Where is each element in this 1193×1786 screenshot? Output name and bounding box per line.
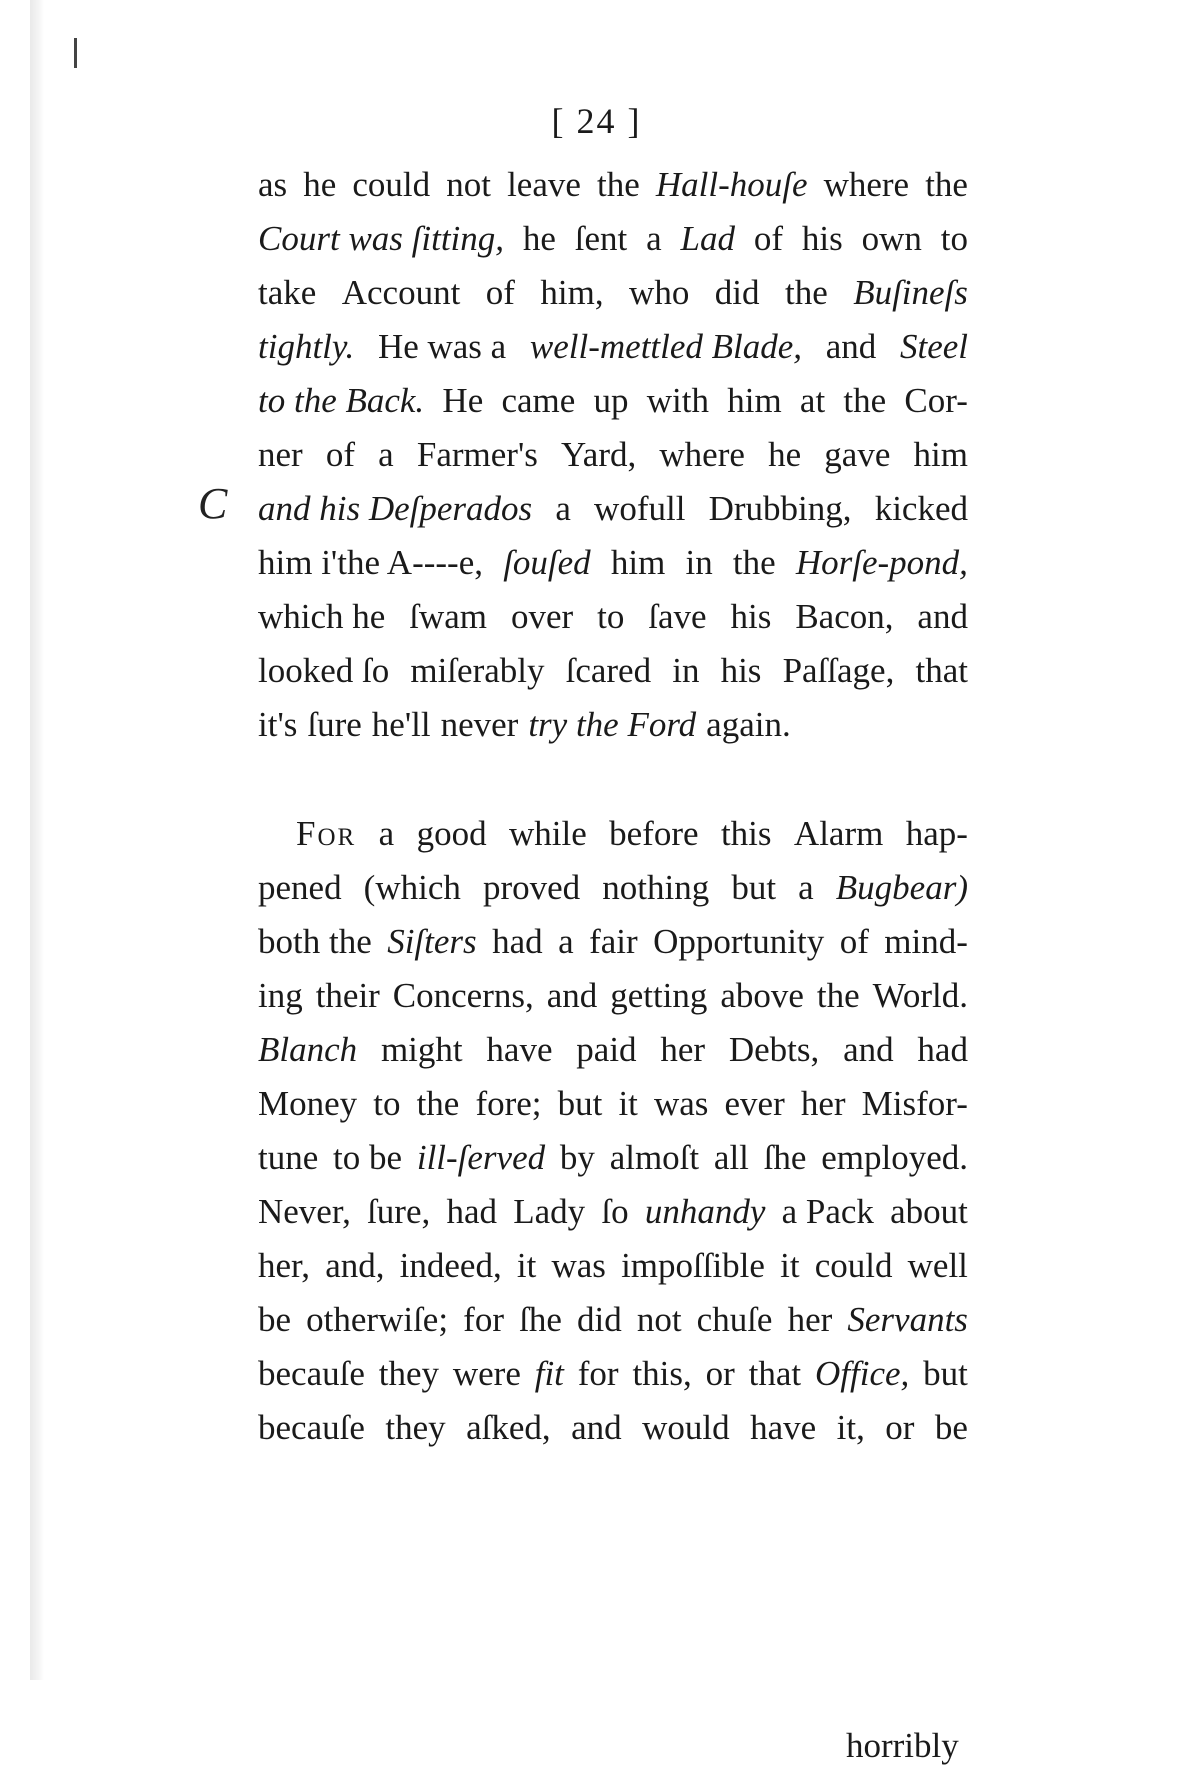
word: might — [380, 1030, 463, 1069]
text-line — [258, 861, 968, 915]
word: of — [839, 922, 869, 961]
word: Bacon, — [795, 597, 894, 636]
word: Paſſage, — [782, 651, 895, 690]
word: the — [597, 165, 640, 204]
word: chuſe — [696, 1300, 773, 1339]
word: who — [629, 273, 690, 312]
word: it — [780, 1246, 800, 1285]
text-line — [258, 374, 968, 428]
word: did — [714, 273, 760, 312]
text-line — [258, 969, 968, 1023]
word: her — [800, 1084, 846, 1123]
word: was — [653, 1084, 709, 1123]
word: ing — [258, 976, 303, 1015]
page-number: [ 24 ] — [551, 101, 642, 141]
text-line — [258, 698, 968, 752]
word: in — [685, 543, 713, 582]
word: impoſſible — [621, 1246, 765, 1285]
word: Lady — [513, 1192, 586, 1231]
word: try the Ford — [528, 705, 697, 744]
word: he — [522, 219, 556, 258]
word: Misfor- — [861, 1084, 968, 1123]
word: above — [720, 976, 804, 1015]
word: he — [768, 435, 802, 474]
word: it, — [836, 1408, 865, 1447]
word: which he — [258, 597, 386, 636]
word: to — [597, 597, 625, 636]
word: ſave — [648, 597, 707, 636]
word: to — [373, 1084, 401, 1123]
word: it — [618, 1084, 638, 1123]
word: own — [861, 219, 922, 258]
word: both the — [258, 922, 372, 961]
word: Steel — [899, 327, 968, 366]
word: employed. — [821, 1138, 968, 1177]
text-line — [258, 536, 968, 590]
word: have — [750, 1408, 817, 1447]
word: mind- — [884, 922, 968, 961]
word: it's — [258, 705, 298, 744]
text-line — [258, 1401, 968, 1455]
word: and — [546, 976, 598, 1015]
word: tune — [258, 1138, 319, 1177]
word: and — [843, 1030, 894, 1069]
word: would — [642, 1408, 730, 1447]
word: were — [452, 1354, 521, 1393]
word: a — [646, 219, 662, 258]
word: and — [571, 1408, 622, 1447]
word: unhandy — [644, 1192, 766, 1231]
word: but — [923, 1354, 968, 1393]
word: to the Back. — [258, 381, 425, 420]
word: with — [646, 381, 709, 420]
word: Alarm — [793, 814, 884, 853]
word: wofull — [594, 489, 686, 528]
word: the — [416, 1084, 460, 1123]
word: had — [492, 922, 543, 961]
word: well-mettled Blade, — [529, 327, 803, 366]
text-line — [258, 1185, 968, 1239]
text-line — [258, 807, 968, 861]
word: be — [934, 1408, 968, 1447]
word: well — [907, 1246, 968, 1285]
word: ſure, — [367, 1192, 431, 1231]
text-line — [258, 1347, 968, 1401]
word: but — [731, 868, 777, 907]
word: this — [720, 814, 772, 853]
word: Buſineſs — [853, 273, 968, 312]
word: at — [799, 381, 826, 420]
word: ill-ſerved — [416, 1138, 546, 1177]
word: her, — [258, 1246, 311, 1285]
word: Opportunity — [653, 922, 825, 961]
paragraph-2 — [258, 807, 968, 1455]
word: the — [784, 273, 828, 312]
word: to — [940, 219, 968, 258]
word: that — [748, 1354, 802, 1393]
word: a — [378, 435, 394, 474]
text-line — [258, 644, 968, 698]
word: where — [659, 435, 745, 474]
word: Money — [258, 1084, 358, 1123]
word: or — [885, 1408, 915, 1447]
word: Siſters — [387, 922, 477, 961]
word: He was a — [377, 327, 507, 366]
word: He — [442, 381, 484, 420]
word: Horſe-pond, — [795, 543, 968, 582]
text-line — [258, 266, 968, 320]
word: a — [378, 814, 395, 853]
word: a — [558, 922, 574, 961]
word: he — [303, 165, 337, 204]
word: could — [352, 165, 431, 204]
word: For — [296, 814, 357, 853]
word: the — [925, 165, 968, 204]
word: ſent — [574, 219, 628, 258]
word: tightly. — [258, 327, 355, 366]
binding-gutter — [30, 0, 44, 1680]
word: him, — [540, 273, 604, 312]
text-line — [258, 428, 968, 482]
word: and, — [325, 1246, 385, 1285]
word: ſure — [307, 705, 362, 744]
text-line — [258, 590, 968, 644]
word: he'll — [371, 705, 431, 744]
word: a Pack — [781, 1192, 874, 1231]
word: where — [823, 165, 910, 204]
word: ſhe — [763, 1138, 807, 1177]
binding-mark — [74, 38, 77, 68]
word: his — [720, 651, 762, 690]
word: ſouſed — [503, 543, 591, 582]
word: indeed, — [399, 1246, 502, 1285]
word: but — [557, 1084, 603, 1123]
word: they — [385, 1408, 446, 1447]
word: Drubbing, — [708, 489, 852, 528]
word: nothing — [602, 868, 710, 907]
handwritten-margin-note: C — [198, 479, 228, 528]
word: Farmer's — [416, 435, 538, 474]
word: of — [325, 435, 356, 474]
word: him — [610, 543, 666, 582]
word: never — [440, 705, 519, 744]
text-line — [258, 158, 968, 212]
word: be — [258, 1300, 292, 1339]
word: they — [378, 1354, 439, 1393]
word: fair — [589, 922, 638, 961]
word: before — [609, 814, 699, 853]
word: for — [577, 1354, 619, 1393]
word: Yard, — [561, 435, 637, 474]
word: over — [510, 597, 574, 636]
word: Office, — [815, 1354, 910, 1393]
word: kicked — [874, 489, 968, 528]
word: Servants — [847, 1300, 968, 1339]
word: becauſe — [258, 1354, 365, 1393]
text-line — [258, 482, 968, 536]
word: as — [258, 165, 288, 204]
word: him i'the A----e, — [258, 543, 483, 582]
word: about — [890, 1192, 968, 1231]
text-line — [258, 1077, 968, 1131]
word: Lad — [680, 219, 736, 258]
word: otherwiſe; — [306, 1300, 449, 1339]
word: looked ſo — [258, 651, 390, 690]
word: (which — [363, 868, 461, 907]
text-line — [258, 1131, 968, 1185]
text-line — [258, 1239, 968, 1293]
word: ſhe — [519, 1300, 562, 1339]
word: her — [787, 1300, 833, 1339]
word: Never, — [258, 1192, 351, 1231]
word: while — [508, 814, 587, 853]
word: proved — [482, 868, 581, 907]
word: Hall-houſe — [655, 165, 808, 204]
word: was — [551, 1246, 606, 1285]
word: and his Deſperados — [258, 489, 533, 528]
word: take — [258, 273, 317, 312]
word: to be — [333, 1138, 403, 1177]
word: or — [705, 1354, 735, 1393]
word: had — [446, 1192, 498, 1231]
word: the — [816, 976, 860, 1015]
word: a — [798, 868, 814, 907]
word: not — [446, 165, 491, 204]
word: becauſe — [258, 1408, 365, 1447]
word: Bugbear) — [835, 868, 968, 907]
word: gave — [824, 435, 891, 474]
word: this, — [632, 1354, 692, 1393]
word: up — [593, 381, 629, 420]
word: paid — [576, 1030, 637, 1069]
text-line — [258, 1293, 968, 1347]
word: fit — [534, 1354, 564, 1393]
word: getting — [610, 976, 708, 1015]
word: the — [732, 543, 776, 582]
word: hap- — [905, 814, 968, 853]
word: fore; — [475, 1084, 542, 1123]
word: Court was ſitting, — [258, 219, 505, 258]
word: ſo — [601, 1192, 629, 1231]
word: did — [576, 1300, 622, 1339]
word: again. — [706, 705, 791, 744]
word: that — [915, 651, 968, 690]
word: aſked, — [466, 1408, 551, 1447]
word: Debts, — [728, 1030, 820, 1069]
word: in — [672, 651, 700, 690]
word: him — [913, 435, 968, 474]
word: Blanch — [258, 1030, 358, 1069]
word: ever — [724, 1084, 785, 1123]
word: for — [463, 1300, 504, 1339]
word: their — [315, 976, 380, 1015]
word: not — [636, 1300, 682, 1339]
word: have — [486, 1030, 553, 1069]
word: it — [516, 1246, 537, 1285]
word: had — [917, 1030, 968, 1069]
word: his — [730, 597, 772, 636]
word: pened — [258, 868, 342, 907]
word: a — [555, 489, 571, 528]
text-line — [258, 212, 968, 266]
word: miſerably — [410, 651, 545, 690]
word: of — [485, 273, 515, 312]
word: her — [660, 1030, 706, 1069]
word: good — [416, 814, 487, 853]
text-line — [258, 1023, 968, 1077]
word: the — [843, 381, 887, 420]
word: and — [825, 327, 877, 366]
word: ſwam — [409, 597, 488, 636]
word: Account — [341, 273, 461, 312]
word: could — [814, 1246, 893, 1285]
word: leave — [507, 165, 581, 204]
word: him — [727, 381, 782, 420]
word: of — [753, 219, 784, 258]
word: by — [559, 1138, 595, 1177]
word: almoſt — [609, 1138, 700, 1177]
word: and — [917, 597, 968, 636]
word: his — [801, 219, 843, 258]
word: Cor- — [904, 381, 968, 420]
catchword: horribly — [846, 1726, 959, 1765]
word: ſcared — [565, 651, 652, 690]
word: ner — [258, 435, 303, 474]
paragraph-1 — [258, 158, 968, 752]
word: came — [501, 381, 576, 420]
word: all — [713, 1138, 749, 1177]
text-line — [258, 915, 968, 969]
text-line — [258, 320, 968, 374]
word: Concerns, — [392, 976, 534, 1015]
word: World. — [872, 976, 968, 1015]
